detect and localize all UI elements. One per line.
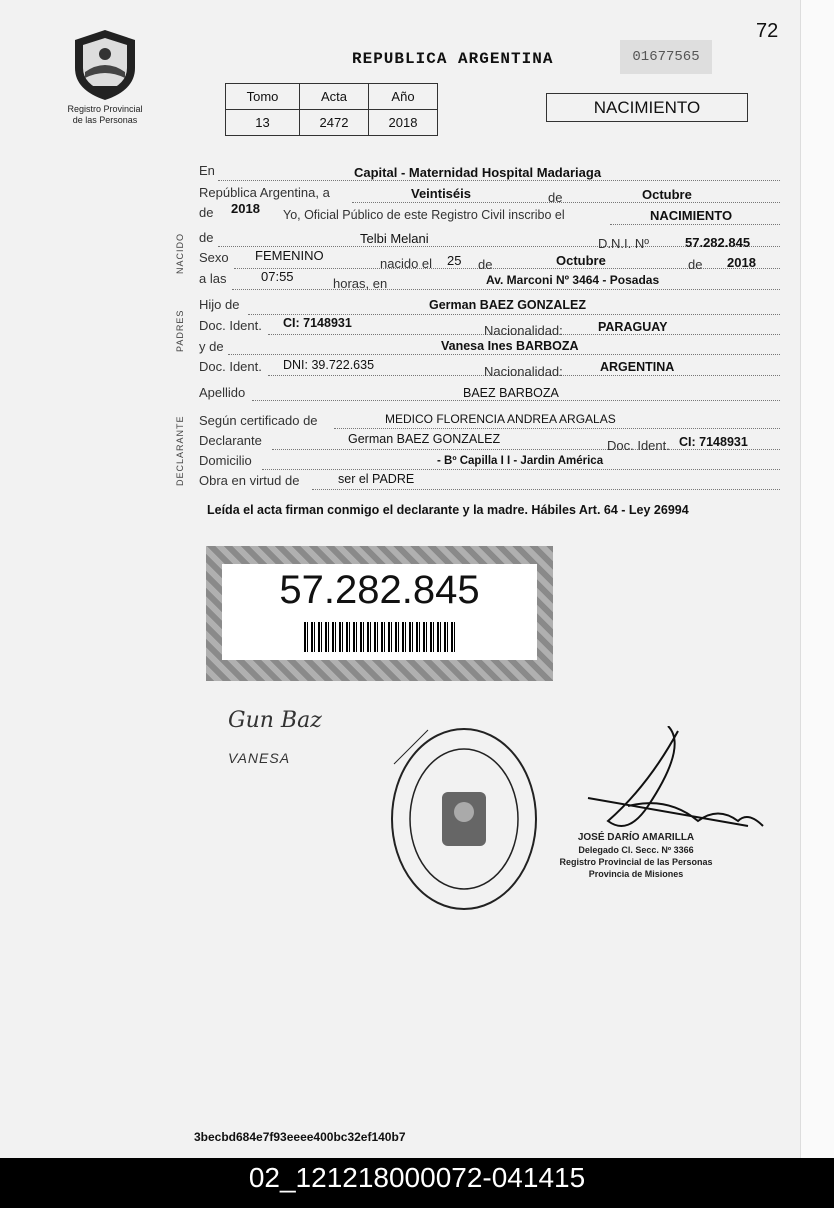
de-label: de bbox=[548, 190, 563, 205]
registry-caption-line2: de las Personas bbox=[72, 115, 138, 125]
page-edge bbox=[800, 0, 834, 1158]
declarante-label: Declarante bbox=[199, 433, 262, 448]
line-dots bbox=[218, 180, 780, 181]
declarant-reason: ser el PADRE bbox=[338, 472, 415, 486]
registration-day: Veintiséis bbox=[411, 186, 471, 201]
father-doc: CI: 7148931 bbox=[283, 316, 352, 330]
republica-label: República Argentina, a bbox=[199, 185, 330, 200]
doc-label: Doc. Ident. bbox=[199, 318, 262, 333]
line-dots bbox=[272, 449, 780, 450]
declarant-doc: CI: 7148931 bbox=[679, 435, 748, 449]
horas-label: horas, en bbox=[333, 276, 388, 291]
hijo-label: Hijo de bbox=[199, 297, 240, 312]
section-label-nacido: NACIDO bbox=[175, 232, 185, 274]
yde-label: y de bbox=[199, 339, 224, 354]
line-dots bbox=[312, 489, 780, 490]
registry-caption bbox=[60, 104, 150, 126]
de-label: de bbox=[199, 205, 214, 220]
signing-note: Leída el acta firman conmigo el declarante y la madre. Hábiles Art. 64 - Ley 26994 bbox=[207, 503, 689, 517]
place-of-registration: Capital - Maternidad Hospital Madariaga bbox=[354, 165, 602, 180]
table-header-tomo: Tomo bbox=[226, 84, 300, 110]
dni-card-number: 57.282.845 bbox=[279, 568, 480, 612]
declarant-address: - Bº Capilla I I - Jardin América bbox=[437, 455, 604, 467]
section-label-padres: PADRES bbox=[175, 309, 185, 352]
record-type-box: NACIMIENTO bbox=[546, 93, 748, 122]
nacionalidad-label: Nacionalidad: bbox=[484, 364, 563, 379]
registry-logo bbox=[60, 28, 150, 126]
child-surname: BAEZ BARBOZA bbox=[463, 386, 559, 400]
birth-month: Octubre bbox=[556, 253, 606, 268]
birth-year: 2018 bbox=[727, 255, 756, 270]
official-province: Provincia de Misiones bbox=[588, 869, 684, 879]
domicilio-label: Domicilio bbox=[199, 453, 252, 468]
table-header-ano: Año bbox=[369, 84, 438, 110]
line-dots bbox=[228, 354, 780, 355]
nacido-label: nacido el bbox=[380, 256, 433, 271]
registration-year: 2018 bbox=[231, 201, 260, 216]
doc-label: Doc. Ident. bbox=[607, 438, 670, 453]
yo-label: Yo, Oficial Público de este Registro Civil inscribo el bbox=[283, 208, 565, 222]
dni-card bbox=[206, 546, 553, 681]
line-dots bbox=[334, 428, 780, 429]
alas-label: a las bbox=[199, 271, 227, 286]
birth-time: 07:55 bbox=[261, 269, 294, 284]
line-dots bbox=[232, 289, 780, 290]
obra-label: Obra en virtud de bbox=[199, 473, 300, 488]
de-label: de bbox=[688, 257, 703, 272]
dni-card-inner bbox=[222, 564, 537, 660]
child-sex: FEMENINO bbox=[255, 248, 324, 263]
official-office: Registro Provincial de las Personas bbox=[559, 857, 713, 867]
document-hash: 3becbd684e7f93eeee400bc32ef140b7 bbox=[194, 1130, 406, 1144]
line-dots bbox=[252, 400, 780, 401]
apellido-label: Apellido bbox=[199, 385, 246, 400]
mother-name: Vanesa Ines BARBOZA bbox=[441, 339, 579, 353]
official-details bbox=[556, 832, 716, 880]
registry-table bbox=[225, 83, 438, 136]
table-value-acta: 2472 bbox=[300, 110, 369, 136]
mother-doc: DNI: 39.722.635 bbox=[283, 358, 375, 372]
certificate-issuer: MEDICO FLORENCIA ANDREA ARGALAS bbox=[385, 412, 616, 426]
declarant-name: German BAEZ GONZALEZ bbox=[348, 432, 501, 446]
misiones-seal-icon bbox=[69, 28, 141, 102]
page-number: 72 bbox=[756, 20, 779, 42]
table-value-ano: 2018 bbox=[369, 110, 438, 136]
serial-number: 01677565 bbox=[620, 40, 712, 74]
declarant-signature: Gun Baz bbox=[228, 708, 322, 733]
line-dots bbox=[352, 202, 780, 203]
line-dots bbox=[610, 224, 780, 225]
child-dni: 57.282.845 bbox=[685, 235, 751, 250]
inscribed-event: NACIMIENTO bbox=[650, 208, 733, 223]
line-dots bbox=[262, 469, 780, 470]
table-header-acta: Acta bbox=[300, 84, 369, 110]
father-nationality: PARAGUAY bbox=[598, 320, 668, 334]
birth-day: 25 bbox=[447, 253, 462, 268]
de-label: de bbox=[478, 257, 493, 272]
registry-caption-line1: Registro Provincial bbox=[67, 104, 143, 114]
official-role: Delegado Cl. Secc. Nº 3366 bbox=[578, 845, 694, 855]
signature-scribble-icon bbox=[548, 726, 768, 836]
section-label-declarante: DECLARANTE bbox=[175, 415, 185, 486]
line-dots bbox=[248, 314, 780, 315]
table-value-tomo: 13 bbox=[226, 110, 300, 136]
official-stamp bbox=[388, 724, 540, 919]
dni-label: D.N.I. Nº bbox=[598, 236, 649, 251]
doc-label: Doc. Ident. bbox=[199, 359, 262, 374]
de-label: de bbox=[199, 230, 214, 245]
stamp-seal-icon bbox=[388, 724, 540, 914]
birth-place: Av. Marconi Nº 3464 - Posadas bbox=[486, 273, 660, 287]
registration-month: Octubre bbox=[642, 187, 692, 202]
official-name: JOSÉ DARÍO AMARILLA bbox=[577, 832, 695, 843]
footer-identifier: 02_121218000072-041415 bbox=[0, 1158, 834, 1208]
mother-nationality: ARGENTINA bbox=[600, 360, 675, 374]
en-label: En bbox=[199, 163, 215, 178]
certificado-label: Según certificado de bbox=[199, 413, 318, 428]
sexo-label: Sexo bbox=[199, 250, 229, 265]
barcode-icon bbox=[304, 622, 456, 652]
nacionalidad-label: Nacionalidad: bbox=[484, 323, 563, 338]
child-name: Telbi Melani bbox=[360, 231, 429, 246]
mother-signature: VANESA bbox=[228, 750, 291, 766]
official-signature bbox=[548, 726, 768, 841]
document-title: REPUBLICA ARGENTINA bbox=[352, 50, 554, 68]
father-name: German BAEZ GONZALEZ bbox=[429, 298, 586, 312]
